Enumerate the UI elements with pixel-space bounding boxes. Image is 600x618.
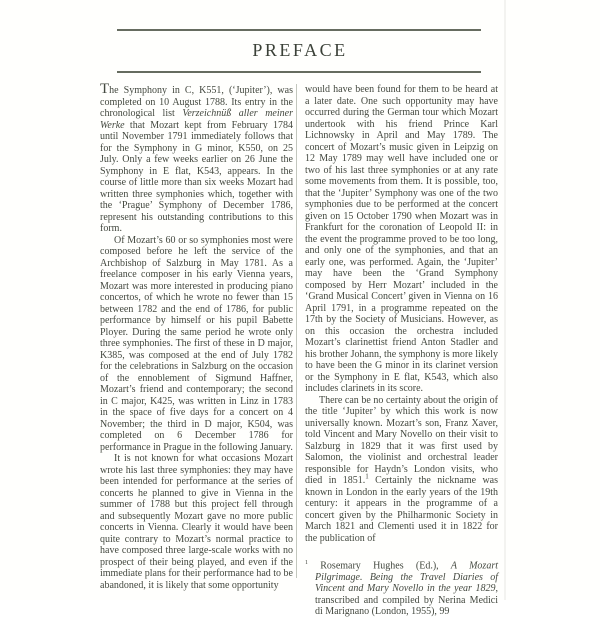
drop-cap: T [100,81,110,97]
left-column [100,81,293,618]
paragraph-1 [100,81,293,235]
paragraph-5 [305,395,498,545]
paragraph-5-text: There can be no certainty about the origin of the title ‘Jupiter’ by which this work is now universally known. Mozart’s son, Franz Xaver, told Vincent and Mary Novello on their visit to Salzburg in 1829 that it was first used by Salomon, the violinist and orchestral leader responsible for Haydn’s London visits, who died in 1851. [305,394,498,486]
footnote-text-cont: , transcribed and compiled by Nerina Medici di Marignano (London, 1955), 99 [315,583,498,618]
header-rule-bottom [117,71,481,73]
footnote-text: Rosemary Hughes (Ed.), [308,560,451,572]
paragraph-5-text-cont: Certainly the nickname was known in London in the early years of the 19th century: it appears in the programme of a concert given by the Philharmonic Society in March 1821 and Clementi used it in 1822 for the publication of [305,475,498,544]
catalogue-title-italic: Verzeichnüß aller meiner Werke [100,108,293,131]
paragraph-1-text: he Symphony in C, K551, (‘Jupiter’), was completed on 10 August 1788. Its entry in the chronological list [100,85,293,119]
paragraph-4: would have been found for them to be heard at a later date. One such opportunity may have occurred during the German tour which Mozart undertook with his friend Prince Karl Lichnowsky in April and May 1789. The concert of Mozart’s music given in Leipzig on 12 May 1789 may well have included one or two of his last three symphonies or at any rate some movements from them. It is possible, too, that the ‘Jupiter’ Symphony was one of the two symphonies due to be performed at the concert given on 15 October 1790 when Mozart was in Frankfurt for the coronation of Leopold II: in the event the programme proved to be too long, and only one of the symphonies, and that an early one, was performed. Again, the ‘Jupiter’ may have been the ‘Grand Symphony composed by Herr Mozart’ included in the ‘Grand Musical Concert’ given in Vienna on 16 April 1791, in a programme repeated on the 17th by the Society of Musicians. However, as on this occasion the orchestra included Mozart’s clarinettist friend Anton Stadler and his brother Johann, the symphony is more likely to have been the G minor in its clarinet version or the Symphony in E flat, K543, which also includes clarinets in its score. [305,84,498,394]
column-divider [296,84,297,578]
paragraph-2: Of Mozart’s 60 or so symphonies most were composed before he left the service of the Archbishop of Salzburg in May 1781. As a freelance composer in his early Vienna years, Mozart was more interested in producing piano concertos, of which he wrote no fewer than 15 between 1782 and the end of 1786, for public performance by himself or his pupil Babette Ployer. During the same period he wrote only three symphonies. The first of these in D major, K385, was composed at the end of July 1782 for the celebrations in Salzburg on the occasion of the ennoblement of Sigmund Haffner, Mozart’s friend and contemporary; the second in C major, K425, was written in Linz in 1783 in the space of five days for a concert on 4 November; the third in D major, K504, was completed on 6 December 1786 for performance in Prague in the following January. [100,234,293,453]
page-title: PREFACE [252,40,348,60]
footnote-reference: 1 [365,472,369,481]
page-scan-edge [504,0,506,600]
right-column [305,84,498,618]
footnote [305,558,498,618]
header-rule-top [117,29,481,31]
text-columns [100,81,498,618]
paragraph-1-text-cont: that Mozart kept from February 1784 until November 1791 immediately follows that for the Symphony in G minor, K550, on 25 July. Only a few weeks earlier on 26 June the Symphony in E flat, K543, appears. In the course of little more than six weeks Mozart had written three symphonies which, together with the ‘Prague’ Symphony of December 1786, represent his outstanding contributions to this form. [100,119,293,234]
footnote-marker: 1 [305,560,308,566]
paragraph-3: It is not known for what occasions Mozart wrote his last three symphonies: they may have been intended for performance at the series of concerts he planned to give in Vienna in the summer of 1788 but this project fell through and subsequently Mozart gave no more public concerts in Vienna. Clearly it would have been quite contrary to Mozart’s normal practice to have composed three large-scale works with no prospect of their being played, and even if the immediate plans for their performance had to be abandoned, it is likely that some opportunity [100,453,293,591]
footnote-book-title-italic: A Mozart Pilgrimage. Being the Travel Diaries of Vincent and Mary Novello in the year 1829 [315,560,498,595]
